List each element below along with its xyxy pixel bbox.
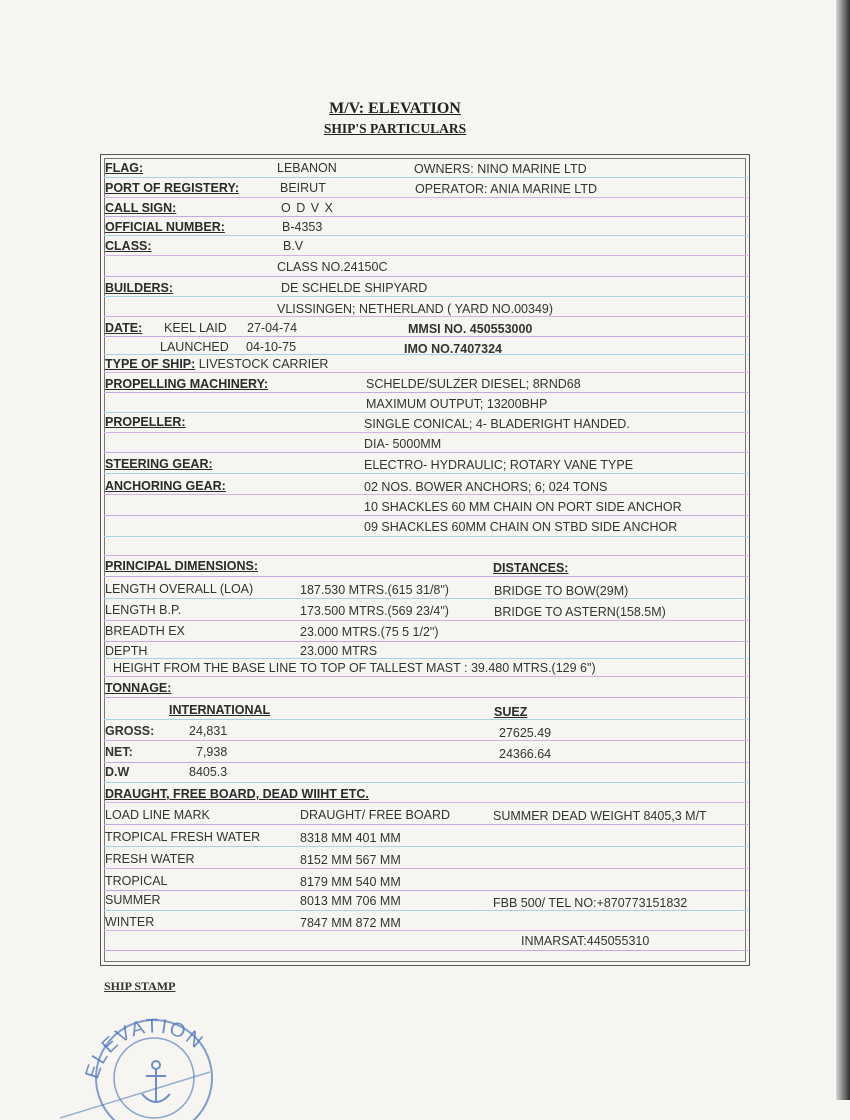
port-anchor-chain-value: 10 SHACKLES 60 MM CHAIN ON PORT SIDE ANCHOR — [364, 500, 682, 514]
call-sign-value: O D V X — [281, 201, 334, 215]
propelling-machinery-value: SCHELDE/SULZER DIESEL; 8RND68 — [366, 377, 581, 391]
stbd-anchor-chain-value: 09 SHACKLES 60MM CHAIN ON STBD SIDE ANCHOR — [364, 520, 678, 534]
steering-gear-label: STEERING GEAR: — [105, 457, 213, 471]
document-title: M/V: ELEVATION — [329, 100, 461, 117]
draught-row-value: 8152 MM 567 MM — [300, 853, 401, 867]
ship-stamp — [60, 1010, 230, 1120]
row-rule — [104, 598, 748, 599]
document-subtitle: SHIP'S PARTICULARS — [323, 121, 467, 136]
row-rule — [104, 846, 748, 847]
imo-value: IMO NO.7407324 — [404, 342, 502, 356]
dw-value: 8405.3 — [189, 765, 228, 779]
row-rule — [104, 276, 748, 277]
bridge-to-astern-value: BRIDGE TO ASTERN(158.5M) — [494, 605, 666, 619]
port-label: PORT OF REGISTERY: — [105, 181, 240, 195]
builders-label: BUILDERS: — [105, 281, 174, 295]
steering-gear-value: ELECTRO- HYDRAULIC; ROTARY VANE TYPE — [364, 458, 634, 472]
row-rule — [104, 762, 748, 763]
draught-row-name: TROPICAL FRESH WATER — [105, 830, 261, 844]
tonnage-label: TONNAGE: — [105, 681, 172, 695]
row-rule — [104, 620, 748, 621]
row-rule — [104, 177, 748, 178]
owners-value: OWNERS: NINO MARINE LTD — [414, 162, 587, 176]
load-line-mark-header: LOAD LINE MARK — [105, 808, 210, 822]
depth-value: 23.000 MTRS — [300, 644, 378, 658]
suez-label: SUEZ — [494, 705, 528, 719]
row-rule — [104, 697, 748, 698]
row-rule — [104, 950, 748, 951]
anchoring-gear-label: ANCHORING GEAR: — [105, 479, 226, 493]
ship-stamp-label: SHIP STAMP — [104, 979, 176, 993]
net-suez-value: 24366.64 — [499, 747, 552, 761]
row-rule — [104, 868, 748, 869]
launched-label: LAUNCHED — [160, 340, 229, 354]
draught-row-name: TROPICAL — [105, 874, 168, 888]
page-edge-shadow — [836, 0, 850, 1100]
row-rule — [104, 555, 748, 556]
fbb-tel-value: FBB 500/ TEL NO:+870773151832 — [493, 896, 688, 910]
row-rule — [104, 890, 748, 891]
draught-row-name: SUMMER — [105, 893, 161, 907]
row-rule — [104, 910, 748, 911]
row-rule — [104, 536, 748, 537]
propeller-diameter-value: DIA- 5000MM — [364, 437, 442, 451]
draught-row-name: FRESH WATER — [105, 852, 195, 866]
gross-suez-value: 27625.49 — [499, 726, 552, 740]
row-rule — [104, 432, 748, 433]
loa-value: 187.530 MTRS.(615 31/8") — [300, 583, 449, 597]
anchoring-gear-value: 02 NOS. BOWER ANCHORS; 6; 024 TONS — [364, 480, 608, 494]
depth-label: DEPTH — [105, 644, 148, 658]
lbp-label: LENGTH B.P. — [105, 603, 182, 617]
row-rule — [104, 930, 748, 931]
row-rule — [104, 576, 748, 577]
draught-row-name: WINTER — [105, 915, 155, 929]
draught-row-value: 7847 MM 872 MM — [300, 916, 401, 930]
row-rule — [104, 719, 748, 720]
mast-height-text: HEIGHT FROM THE BASE LINE TO TOP OF TALLEST MAST : 39.480 MTRS.(129 6") — [113, 661, 596, 675]
row-rule — [104, 740, 748, 741]
row-rule — [104, 824, 748, 825]
breadth-value: 23.000 MTRS.(75 5 1/2") — [300, 625, 439, 639]
row-rule — [104, 336, 748, 337]
flag-label: FLAG: — [105, 161, 144, 175]
row-rule — [104, 658, 748, 659]
row-rule — [104, 316, 748, 317]
net-value: 7,938 — [196, 745, 228, 759]
type-of-ship-label: TYPE OF SHIP: — [105, 357, 196, 371]
row-rule — [104, 296, 748, 297]
keel-laid-value: 27-04-74 — [247, 321, 298, 335]
breadth-label: BREADTH EX — [105, 624, 185, 638]
port-value: BEIRUT — [280, 181, 326, 195]
principal-dimensions-label: PRINCIPAL DIMENSIONS: — [105, 559, 259, 573]
class-number-value: CLASS NO.24150C — [277, 260, 388, 274]
row-rule — [104, 641, 748, 642]
flag-value: LEBANON — [277, 161, 337, 175]
row-rule — [104, 802, 748, 803]
anchor-icon — [142, 1061, 170, 1102]
row-rule — [104, 197, 748, 198]
loa-label: LENGTH OVERALL (LOA) — [105, 582, 254, 596]
mmsi-value: MMSI NO. 450553000 — [408, 322, 533, 336]
draught-row-value: 8013 MM 706 MM — [300, 894, 401, 908]
maximum-output-value: MAXIMUM OUTPUT; 13200BHP — [366, 397, 548, 411]
row-rule — [104, 412, 748, 413]
propeller-label: PROPELLER: — [105, 415, 186, 429]
official-number-label: OFFICIAL NUMBER: — [105, 220, 225, 234]
row-rule — [104, 473, 748, 474]
propelling-machinery-label: PROPELLING MACHINERY: — [105, 377, 269, 391]
class-value: B.V — [283, 239, 304, 253]
row-rule — [104, 255, 748, 256]
dw-label: D.W — [105, 765, 130, 779]
draught-row-value: 8179 MM 540 MM — [300, 875, 401, 889]
summer-dead-weight-value: SUMMER DEAD WEIGHT 8405,3 M/T — [493, 809, 707, 823]
row-rule — [104, 235, 748, 236]
draught-label: DRAUGHT, FREE BOARD, DEAD WIIHT ETC. — [105, 787, 369, 801]
net-label: NET: — [105, 745, 133, 759]
row-rule — [104, 452, 748, 453]
row-rule — [104, 515, 748, 516]
bridge-to-bow-value: BRIDGE TO BOW(29M) — [494, 584, 629, 598]
gross-label: GROSS: — [105, 724, 155, 738]
builders-value: DE SCHELDE SHIPYARD — [281, 281, 428, 295]
row-rule — [104, 782, 748, 783]
svg-text:ELEVATION — [81, 1015, 208, 1081]
type-of-ship-value: LIVESTOCK CARRIER — [198, 357, 329, 371]
call-sign-label: CALL SIGN: — [105, 201, 177, 215]
international-label: INTERNATIONAL — [169, 703, 271, 717]
lbp-value: 173.500 MTRS.(569 23/4") — [300, 604, 449, 618]
type-of-ship-row — [105, 357, 328, 371]
propeller-value: SINGLE CONICAL; 4- BLADERIGHT HANDED. — [364, 417, 630, 431]
official-number-value: B-4353 — [282, 220, 323, 234]
keel-laid-label: KEEL LAID — [164, 321, 227, 335]
row-rule — [104, 216, 748, 217]
launched-value: 04-10-75 — [246, 340, 297, 354]
row-rule — [104, 494, 748, 495]
draught-freeboard-header: DRAUGHT/ FREE BOARD — [300, 808, 451, 822]
draught-row-value: 8318 MM 401 MM — [300, 831, 401, 845]
class-label: CLASS: — [105, 239, 152, 253]
row-rule — [104, 392, 748, 393]
inmarsat-value: INMARSAT:445055310 — [521, 934, 650, 948]
row-rule — [104, 372, 748, 373]
row-rule — [104, 676, 748, 677]
distances-label: DISTANCES: — [493, 561, 569, 575]
stamp-text: ELEVATION — [81, 1015, 208, 1082]
operator-value: OPERATOR: ANIA MARINE LTD — [415, 182, 597, 196]
builders-location-value: VLISSINGEN; NETHERLAND ( YARD NO.00349) — [277, 302, 554, 316]
date-label: DATE: — [105, 321, 143, 335]
gross-value: 24,831 — [189, 724, 228, 738]
